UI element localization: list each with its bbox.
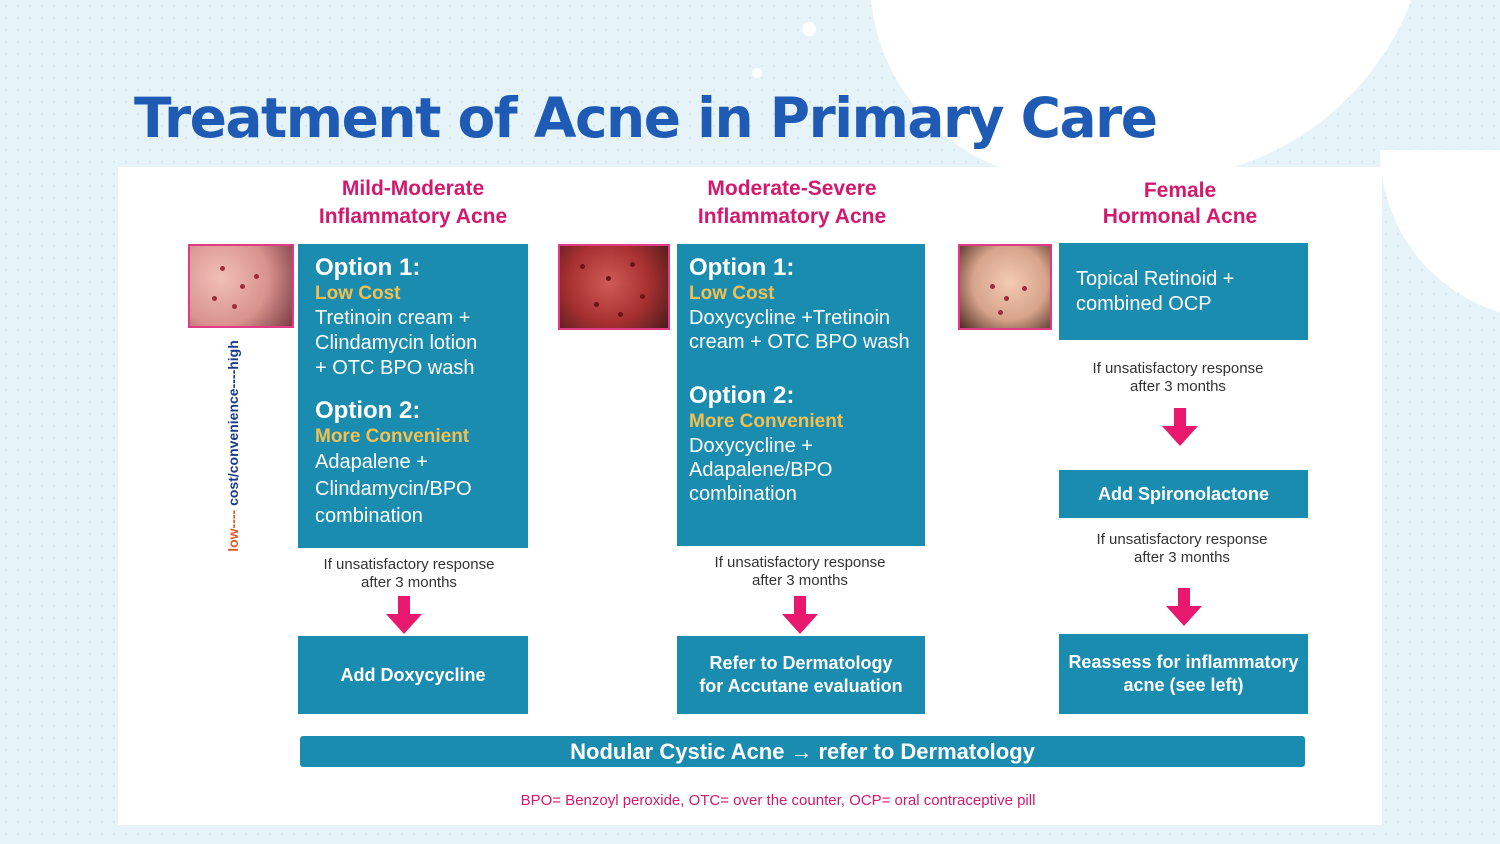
acne-photo-moderate-severe: [558, 244, 670, 330]
option-text: Doxycycline +Tretinoin cream + OTC BPO wash: [689, 307, 910, 353]
result-box-add-spironolactone: Add Spironolactone: [1059, 470, 1308, 518]
right-arrow-icon: →: [790, 738, 813, 764]
option-subtitle: Low Cost: [315, 283, 401, 304]
scale-high-label: ----high: [225, 340, 241, 389]
result-box-reassess: Reassess for inflammatory acne (see left): [1059, 634, 1308, 714]
down-arrow-icon: [1164, 588, 1204, 628]
acne-photo-female: [958, 244, 1052, 330]
bottom-bar-right-text: refer to Dermatology: [818, 738, 1035, 764]
option-title: Option 1:: [315, 254, 421, 281]
option-text: Doxycycline + Adapalene/BPO combination: [689, 435, 833, 505]
options-box-moderate-severe: [677, 244, 925, 546]
column-header-female-hormonal: [1059, 178, 1301, 230]
column-header-mild-moderate: [298, 175, 528, 231]
down-arrow-icon: [1160, 408, 1200, 448]
response-note: If unsatisfactory response after 3 months: [714, 554, 886, 589]
background-blob-right: [1380, 150, 1500, 320]
option-subtitle: More Convenient: [315, 426, 470, 447]
first-line-box-female: Topical Retinoid + combined OCP: [1059, 243, 1308, 340]
column-header-line: Hormonal Acne: [1102, 205, 1258, 228]
option-text: Adapalene + Clindamycin/BPO combination: [315, 451, 472, 527]
option-text: Tretinoin cream + Clindamycin lotion + OTC BPO wash: [315, 307, 478, 379]
decorative-dot: [802, 22, 816, 36]
column-header-line: Female: [1143, 179, 1217, 202]
bottom-bar-left-text: Nodular Cystic Acne: [570, 738, 785, 764]
scale-low-label: low----: [225, 509, 241, 552]
column-header-line: Moderate-Severe: [707, 177, 877, 200]
column-header-line: Inflammatory Acne: [697, 205, 887, 228]
option-title: Option 2:: [689, 382, 795, 409]
down-arrow-icon: [384, 596, 424, 636]
scale-middle-label: cost/convenience: [225, 388, 241, 510]
column-header-line: Inflammatory Acne: [318, 205, 508, 228]
response-note: If unsatisfactory response after 3 months: [1096, 531, 1268, 566]
option-title: Option 1:: [689, 254, 795, 281]
option-subtitle: Low Cost: [689, 283, 775, 304]
decorative-dot: [752, 68, 762, 78]
acne-photo-mild: [188, 244, 294, 328]
slide-title: Treatment of Acne in Primary Care: [134, 86, 1157, 150]
option-title: Option 2:: [315, 397, 421, 424]
options-box-mild-moderate: [298, 244, 528, 548]
down-arrow-icon: [780, 596, 820, 636]
nodular-cystic-bar: [300, 736, 1305, 767]
cost-convenience-scale-label: [225, 340, 241, 552]
result-box-refer-dermatology: Refer to Dermatology for Accutane evaluation: [677, 636, 925, 714]
response-note: If unsatisfactory response after 3 months: [323, 556, 495, 591]
column-header-moderate-severe: [676, 175, 908, 231]
result-box-add-doxycycline: Add Doxycycline: [298, 636, 528, 714]
abbreviations-footnote: BPO= Benzoyl peroxide, OTC= over the counter, OCP= oral contraceptive pill: [520, 792, 1036, 809]
option-subtitle: More Convenient: [689, 411, 844, 432]
response-note: If unsatisfactory response after 3 months: [1092, 360, 1264, 395]
column-header-line: Mild-Moderate: [341, 177, 485, 200]
